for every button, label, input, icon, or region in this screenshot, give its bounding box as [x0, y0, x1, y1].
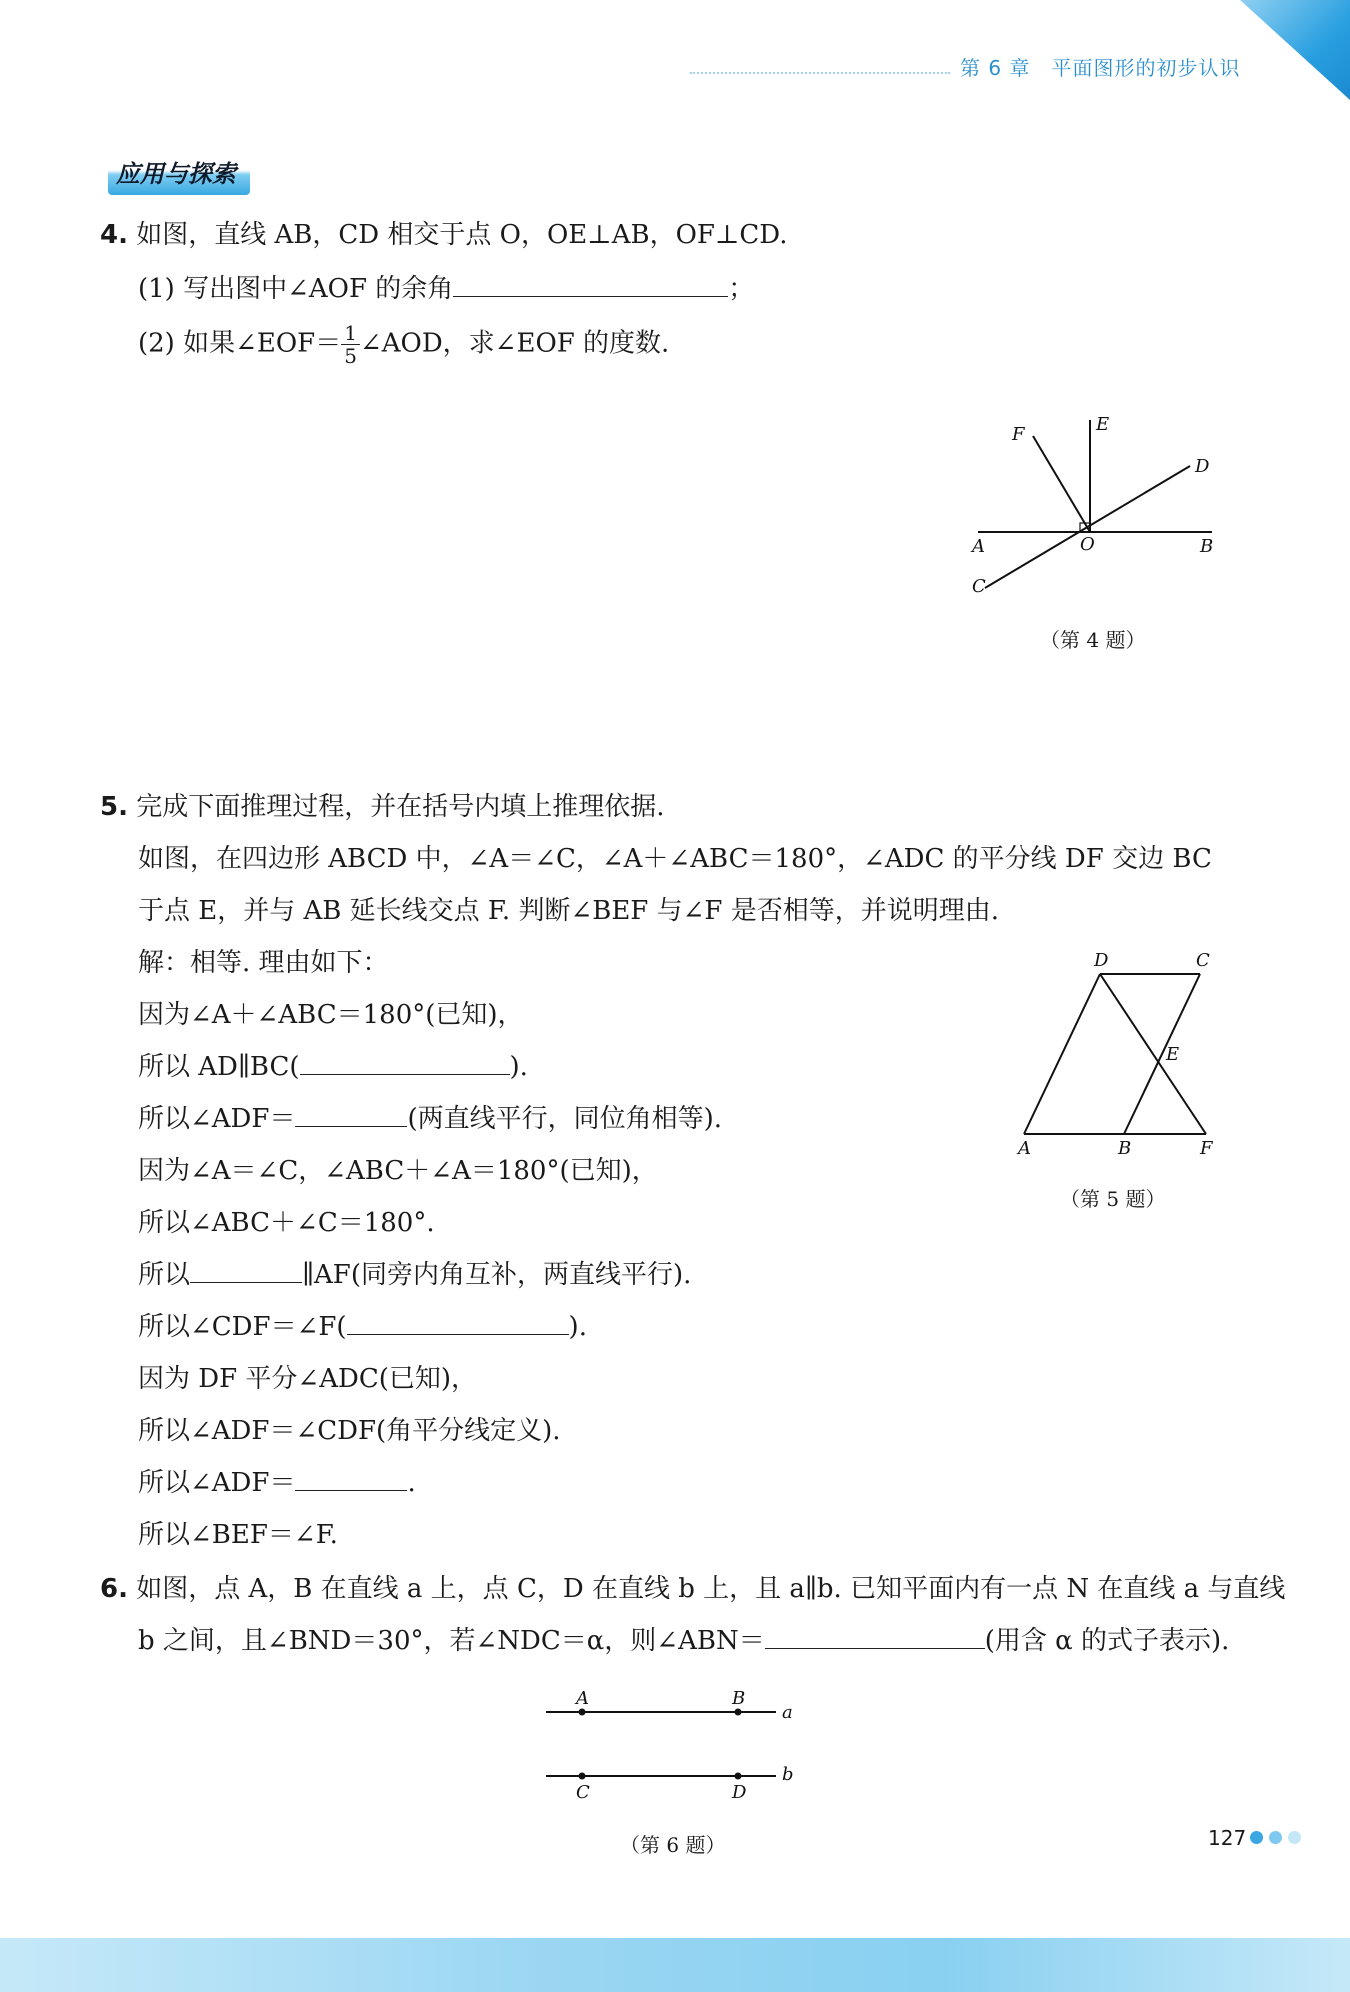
q5-line10 [138, 1306, 587, 1343]
q5-blank2[interactable] [295, 1104, 407, 1127]
label-b: B [1118, 1138, 1132, 1158]
label-line-b: b [782, 1764, 794, 1785]
q4-part2-text-b: ∠AOD，求∠EOF 的度数. [359, 328, 670, 359]
q4-frac-bottom: 5 [344, 344, 357, 368]
q5-line10-a: 所以∠CDF＝∠F( [138, 1312, 347, 1342]
chapter-header: 第 6 章 平面图形的初步认识 [960, 56, 1241, 80]
q5-line10-b: ). [568, 1312, 587, 1342]
point-d [735, 1773, 742, 1780]
label-b: B [1200, 536, 1214, 557]
q5-line9 [138, 1254, 691, 1291]
q5-stem: 完成下面推理过程，并在括号内填上推理依据. [136, 792, 665, 822]
q4-part1-blank[interactable] [453, 274, 728, 297]
q6-caption: （第 6 题） [620, 1833, 726, 1857]
page-dot-1 [1250, 1831, 1263, 1844]
label-a: A [576, 1690, 589, 1709]
q5-stem-line [100, 786, 665, 823]
label-b: B [732, 1690, 746, 1709]
q4-frac-top: 1 [341, 322, 360, 345]
q5-line11: 因为 DF 平分∠ADC(已知)， [138, 1364, 478, 1394]
q5-figure [1010, 948, 1230, 1158]
q4-figure [960, 410, 1230, 610]
q5-line14: 所以∠BEF＝∠F. [138, 1520, 338, 1550]
header-dotted-line [690, 72, 950, 74]
q5-line13 [138, 1462, 416, 1499]
q5-line5-b: ). [509, 1052, 528, 1082]
q6-line2 [138, 1620, 1229, 1657]
label-c: C [1196, 950, 1210, 971]
q4-caption: （第 4 题） [1040, 628, 1146, 652]
q5-line13-a: 所以∠ADF＝ [138, 1468, 296, 1498]
bisector-df [1100, 974, 1206, 1134]
label-d: D [1094, 950, 1109, 971]
q6-number: 6. [100, 1574, 128, 1604]
q5-line6 [138, 1098, 722, 1135]
label-e: E [1096, 414, 1110, 435]
q5-line9-a: 所以 [138, 1260, 191, 1290]
q6-text1: 如图，点 A，B 在直线 a 上，点 C，D 在直线 b 上，且 a∥b. 已知平面内有一点 N 在直线 a 与直线 [136, 1574, 1286, 1604]
page-number: 127 [1208, 1826, 1247, 1850]
point-a [579, 1709, 586, 1716]
ray-of [1033, 436, 1090, 532]
label-d: D [732, 1782, 747, 1803]
label-e: E [1166, 1044, 1180, 1065]
q6-line1 [100, 1568, 1285, 1605]
q4-number: 4. [100, 220, 128, 250]
q4-part1-end: ； [728, 274, 755, 304]
corner-decoration [1240, 0, 1350, 100]
q4-part1-text: (1) 写出图中∠AOF 的余角 [138, 274, 454, 304]
q5-line12: 所以∠ADF＝∠CDF(角平分线定义). [138, 1416, 561, 1446]
q5-number: 5. [100, 792, 128, 822]
side-cb [1124, 974, 1200, 1134]
point-b [735, 1709, 742, 1716]
q5-line5-a: 所以 AD∥BC( [138, 1052, 300, 1082]
q5-line13-b: . [407, 1468, 416, 1498]
q5-line5 [138, 1046, 528, 1083]
q5-line2: 于点 E，并与 AB 延长线交点 F. 判断∠BEF 与∠F 是否相等，并说明理由. [138, 896, 999, 926]
q5-line3: 解：相等. 理由如下： [138, 948, 389, 978]
q5-line6-a: 所以∠ADF＝ [138, 1104, 296, 1134]
label-f: F [1200, 1138, 1213, 1158]
q4-stem-line [100, 214, 787, 251]
label-c: C [576, 1782, 590, 1803]
section-title: 应用与探索 [108, 150, 250, 195]
q6-text2-a: b 之间，且∠BND＝30°，若∠NDC＝α，则∠ABN＝ [138, 1626, 765, 1656]
q5-line8: 所以∠ABC＋∠C＝180°. [138, 1208, 435, 1238]
q5-blank3[interactable] [190, 1260, 302, 1283]
label-c: C [972, 576, 986, 597]
q5-line4: 因为∠A＋∠ABC＝180°(已知)， [138, 1000, 524, 1030]
q4-part2-text-a: (2) 如果∠EOF＝ [138, 328, 342, 359]
q6-figure [540, 1690, 810, 1810]
q4-fraction [341, 322, 360, 367]
side-da [1024, 974, 1100, 1134]
point-c [579, 1773, 586, 1780]
q4-part1 [138, 268, 754, 305]
q5-line6-b: (两直线平行，同位角相等). [407, 1104, 723, 1134]
page-dot-2 [1269, 1831, 1282, 1844]
footer-band [0, 1938, 1350, 1992]
q6-blank[interactable] [765, 1626, 985, 1649]
q5-caption: （第 5 题） [1060, 1187, 1166, 1211]
q4-stem: 如图，直线 AB，CD 相交于点 O，OE⊥AB，OF⊥CD. [136, 220, 788, 250]
label-a: A [972, 536, 985, 557]
label-f: F [1012, 424, 1025, 445]
q5-line1: 如图，在四边形 ABCD 中，∠A＝∠C，∠A＋∠ABC＝180°，∠ADC 的平分线 DF 交边 BC [138, 844, 1212, 874]
q5-line7: 因为∠A＝∠C，∠ABC＋∠A＝180°(已知)， [138, 1156, 658, 1186]
q4-part2 [138, 322, 669, 367]
label-line-a: a [782, 1702, 793, 1723]
q5-line9-b: ∥AF(同旁内角互补，两直线平行). [302, 1260, 692, 1290]
label-o: O [1080, 534, 1095, 555]
label-d: D [1195, 456, 1210, 477]
page-dot-3 [1288, 1831, 1301, 1844]
q5-blank5[interactable] [295, 1468, 407, 1491]
q6-text2-b: (用含 α 的式子表示). [984, 1626, 1230, 1656]
q5-blank4[interactable] [347, 1312, 569, 1335]
label-a: A [1018, 1138, 1031, 1158]
q5-blank1[interactable] [300, 1052, 510, 1075]
